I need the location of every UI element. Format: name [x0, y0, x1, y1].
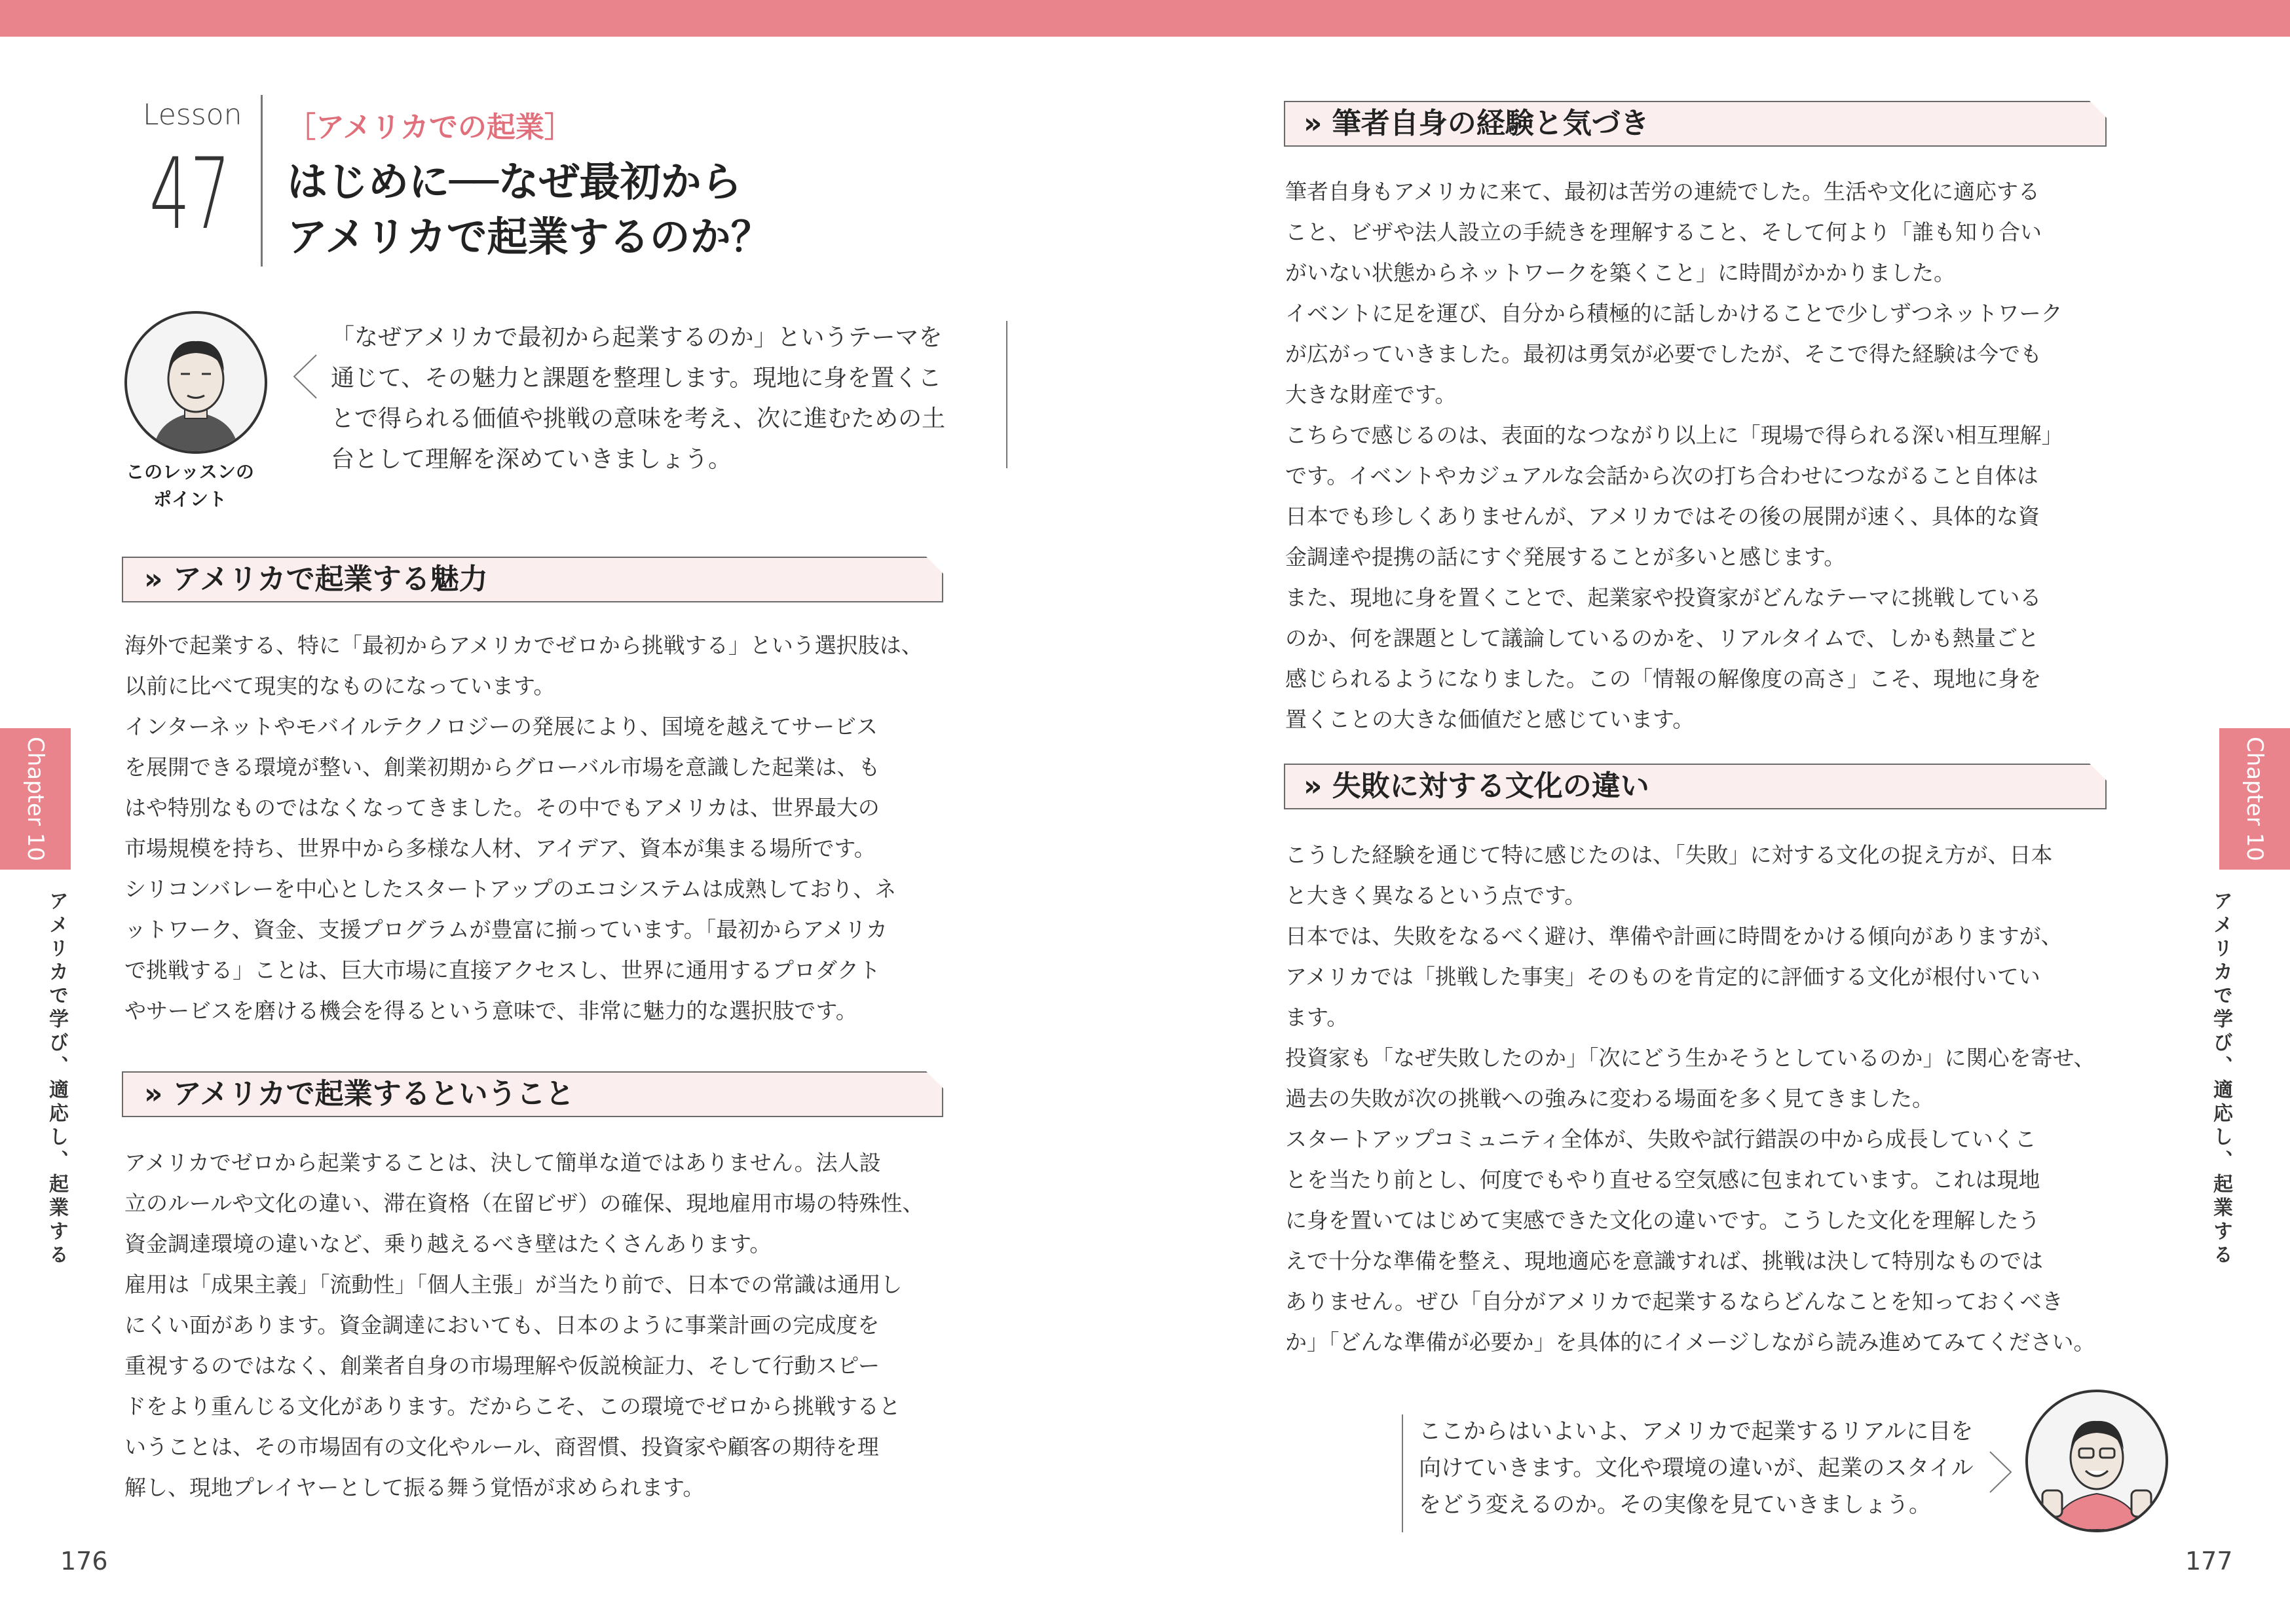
body-line: で挑戦する」ことは、巨大市場に直接アクセスし、世界に通用するプロダクト — [124, 957, 881, 983]
body-line: 重視するのではなく、創業者自身の市場理解や仮説検証力、そして行動スピー — [124, 1353, 880, 1378]
body-line: がいない状態からネットワークを築くこと」に時間がかかりました。 — [1285, 260, 1955, 286]
section-body-4 — [1285, 835, 2095, 1363]
body-line: 立のルールや文化の違い、滞在資格（在留ビザ）の確保、現地雇用市場の特殊性、 — [124, 1190, 924, 1216]
body-line: 雇用は「成果主義」「流動性」「個人主張」が当たり前で、日本での常識は通用し — [124, 1272, 903, 1297]
body-line: ットワーク、資金、支援プログラムが豊富に揃っています。「最初からアメリカ — [124, 917, 888, 942]
body-line: スタートアップコミュニティ全体が、失敗や試行錯誤の中から成長していくこ — [1285, 1126, 2037, 1152]
body-line: アメリカでゼロから起業することは、決して簡単な道ではありません。法人設 — [124, 1150, 881, 1175]
body-line: 置くことの大きな価値だと感じています。 — [1285, 707, 1695, 732]
chapter-vertical-title-left: アメリカで学び、適応し、起業する — [45, 891, 68, 1268]
lesson-category: ［アメリカでの起業］ — [287, 111, 573, 144]
chapter-label-left: Chapter 10 — [22, 737, 48, 862]
body-line: また、現地に身を置くことで、起業家や投資家がどんなテーマに挑戦している — [1285, 585, 2042, 610]
speech-pointer-icon — [1989, 1450, 2012, 1494]
outro-rule — [1402, 1414, 1403, 1532]
section-heading-3: » 筆者自身の経験と気づき — [1304, 107, 1649, 140]
lesson-title-line-1: はじめに──なぜ最初から — [287, 158, 742, 206]
body-line: のか、何を課題として議論しているのかを、リアルタイムで、しかも熱量ごと — [1285, 625, 2040, 651]
title-divider — [261, 95, 263, 267]
body-line: やサービスを磨ける機会を得るという意味で、非常に魅力的な選択肢です。 — [124, 998, 857, 1024]
body-line: 海外で起業する、特に「最初からアメリカでゼロから挑戦する」という選択肢は、 — [124, 633, 923, 658]
author-avatar — [124, 311, 267, 454]
body-line: です。イベントやカジュアルな会話から次の打ち合わせにつながること自体は — [1285, 463, 2038, 489]
intro-caption-line-1: このレッスンの — [126, 461, 254, 483]
outro-text — [1419, 1413, 1974, 1523]
body-line: 市場規模を持ち、世界中から多様な人材、アイデア、資本が集まる場所です。 — [124, 836, 876, 861]
intro-rule — [1006, 321, 1007, 468]
body-line: が広がっていきました。最初は勇気が必要でしたが、そこで得た経験は今でも — [1285, 341, 2042, 367]
body-line: か」「どんな準備が必要か」を具体的にイメージしながら読み進めてみてください。 — [1285, 1329, 2095, 1355]
body-line: 筆者自身もアメリカに来て、最初は苦労の連続でした。生活や文化に適応する — [1285, 179, 2040, 204]
section-body-1 — [124, 625, 923, 1031]
section-heading-2: » アメリカで起業するということ — [144, 1077, 574, 1111]
outro-line: 向けていきます。文化や環境の違いが、起業のスタイル — [1419, 1455, 1974, 1481]
intro-caption — [115, 458, 265, 513]
body-line: を展開できる環境が整い、創業初期からグローバル市場を意識した起業は、も — [124, 754, 880, 780]
lesson-title-line-2: アメリカで起業するのか？ — [287, 213, 772, 261]
body-line: アメリカでは「挑戦した事実」そのものを肯定的に評価する文化が根付いてい — [1285, 964, 2040, 989]
body-line: 投資家も「なぜ失敗したのか」「次にどう生かそうとしているのか」に関心を寄せ、 — [1285, 1045, 2095, 1071]
page-number-left: 176 — [60, 1547, 108, 1576]
body-line: こうした経験を通じて特に感じたのは、「失敗」に対する文化の捉え方が、日本 — [1285, 842, 2053, 868]
body-line: に身を置いてはじめて実感できた文化の違いです。こうした文化を理解したう — [1285, 1208, 2040, 1233]
body-line: ドをより重んじる文化があります。だからこそ、この環境でゼロから挑戦すると — [124, 1393, 901, 1419]
outro-line: ここからはいよいよ、アメリカで起業するリアルに目を — [1419, 1418, 1974, 1445]
body-line: 感じられるようになりました。この「情報の解像度の高さ」こそ、現地に身を — [1285, 666, 2042, 692]
section-heading-4: » 失敗に対する文化の違い — [1304, 769, 1649, 803]
body-line: こちらで感じるのは、表面的なつながり以上に「現場で得られる深い相互理解」 — [1285, 422, 2063, 448]
intro-caption-line-2: ポイント — [153, 489, 227, 510]
speech-pointer-icon — [291, 354, 318, 399]
body-line: いうことは、その市場固有の文化やルール、商習慣、投資家や顧客の期待を理 — [124, 1434, 879, 1460]
lesson-number: 47 — [149, 138, 231, 251]
body-line: シリコンバレーを中心としたスタートアップのエコシステムは成熟しており、ネ — [124, 876, 897, 902]
intro-line: 通じて、その魅力と課題を整理します。現地に身を置くこ — [331, 365, 942, 392]
section-body-3 — [1285, 172, 2063, 740]
body-line: と大きく異なるという点です。 — [1285, 883, 1586, 908]
lesson-label: Lesson — [143, 98, 242, 132]
body-line: 以前に比べて現実的なものになっています。 — [124, 673, 555, 699]
body-line: 解し、現地プレイヤーとして振る舞う覚悟が求められます。 — [124, 1475, 705, 1500]
body-line: 日本でも珍しくありませんが、アメリカではその後の展開が速く、具体的な資 — [1285, 504, 2040, 529]
chapter-vertical-title-right: アメリカで学び、適応し、起業する — [2209, 891, 2232, 1268]
chapter-label-right: Chapter 10 — [2242, 737, 2268, 862]
body-line: こと、ビザや法人設立の手続きを理解すること、そして何より「誰も知り合い — [1285, 219, 2042, 245]
page-number-right: 177 — [2185, 1547, 2233, 1576]
body-line: はや特別なものではなくなってきました。その中でもアメリカは、世界最大の — [124, 795, 880, 821]
intro-text — [331, 318, 945, 480]
body-line: とを当たり前とし、何度でもやり直せる空気感に包まれています。これは現地 — [1285, 1167, 2040, 1192]
body-line: 過去の失敗が次の挑戦への強みに変わる場面を多く見てきました。 — [1285, 1086, 1934, 1111]
body-line: ます。 — [1285, 1005, 1349, 1030]
body-line: 日本では、失敗をなるべく避け、準備や計画に時間をかける傾向がありますが、 — [1285, 923, 2063, 949]
top-accent-bar — [0, 0, 2290, 37]
body-line: えで十分な準備を整え、現地適応を意識すれば、挑戦は決して特別なものでは — [1285, 1248, 2043, 1274]
body-line: 資金調達環境の違いなど、乗り越えるべき壁はたくさんあります。 — [124, 1231, 772, 1257]
body-line: 金調達や提携の話にすぐ発展することが多いと感じます。 — [1285, 544, 1846, 570]
outro-line: をどう変えるのか。その実像を見ていきましょう。 — [1419, 1492, 1931, 1518]
body-line: インターネットやモバイルテクノロジーの発展により、国境を越えてサービス — [124, 714, 878, 739]
section-heading-1: » アメリカで起業する魅力 — [144, 563, 488, 596]
section-body-2 — [124, 1143, 924, 1508]
author-portrait-icon — [127, 314, 265, 451]
intro-line: 台として理解を深めていきましょう。 — [331, 446, 732, 473]
author-avatar-thumbs-up — [2025, 1390, 2168, 1532]
body-line: ありません。ぜひ「自分がアメリカで起業するならどんなことを知っておくべき — [1285, 1289, 2063, 1314]
body-line: イベントに足を運び、自分から積極的に話しかけることで少しずつネットワーク — [1285, 301, 2063, 326]
body-line: 大きな財産です。 — [1285, 382, 1457, 407]
author-thumbs-up-icon — [2028, 1392, 2166, 1530]
intro-line: 「なぜアメリカで最初から起業するのか」というテーマを — [331, 324, 943, 351]
intro-line: とで得られる価値や挑戦の意味を考え、次に進むための土 — [331, 405, 946, 432]
body-line: にくい面があります。資金調達においても、日本のように事業計画の完成度を — [124, 1312, 880, 1338]
